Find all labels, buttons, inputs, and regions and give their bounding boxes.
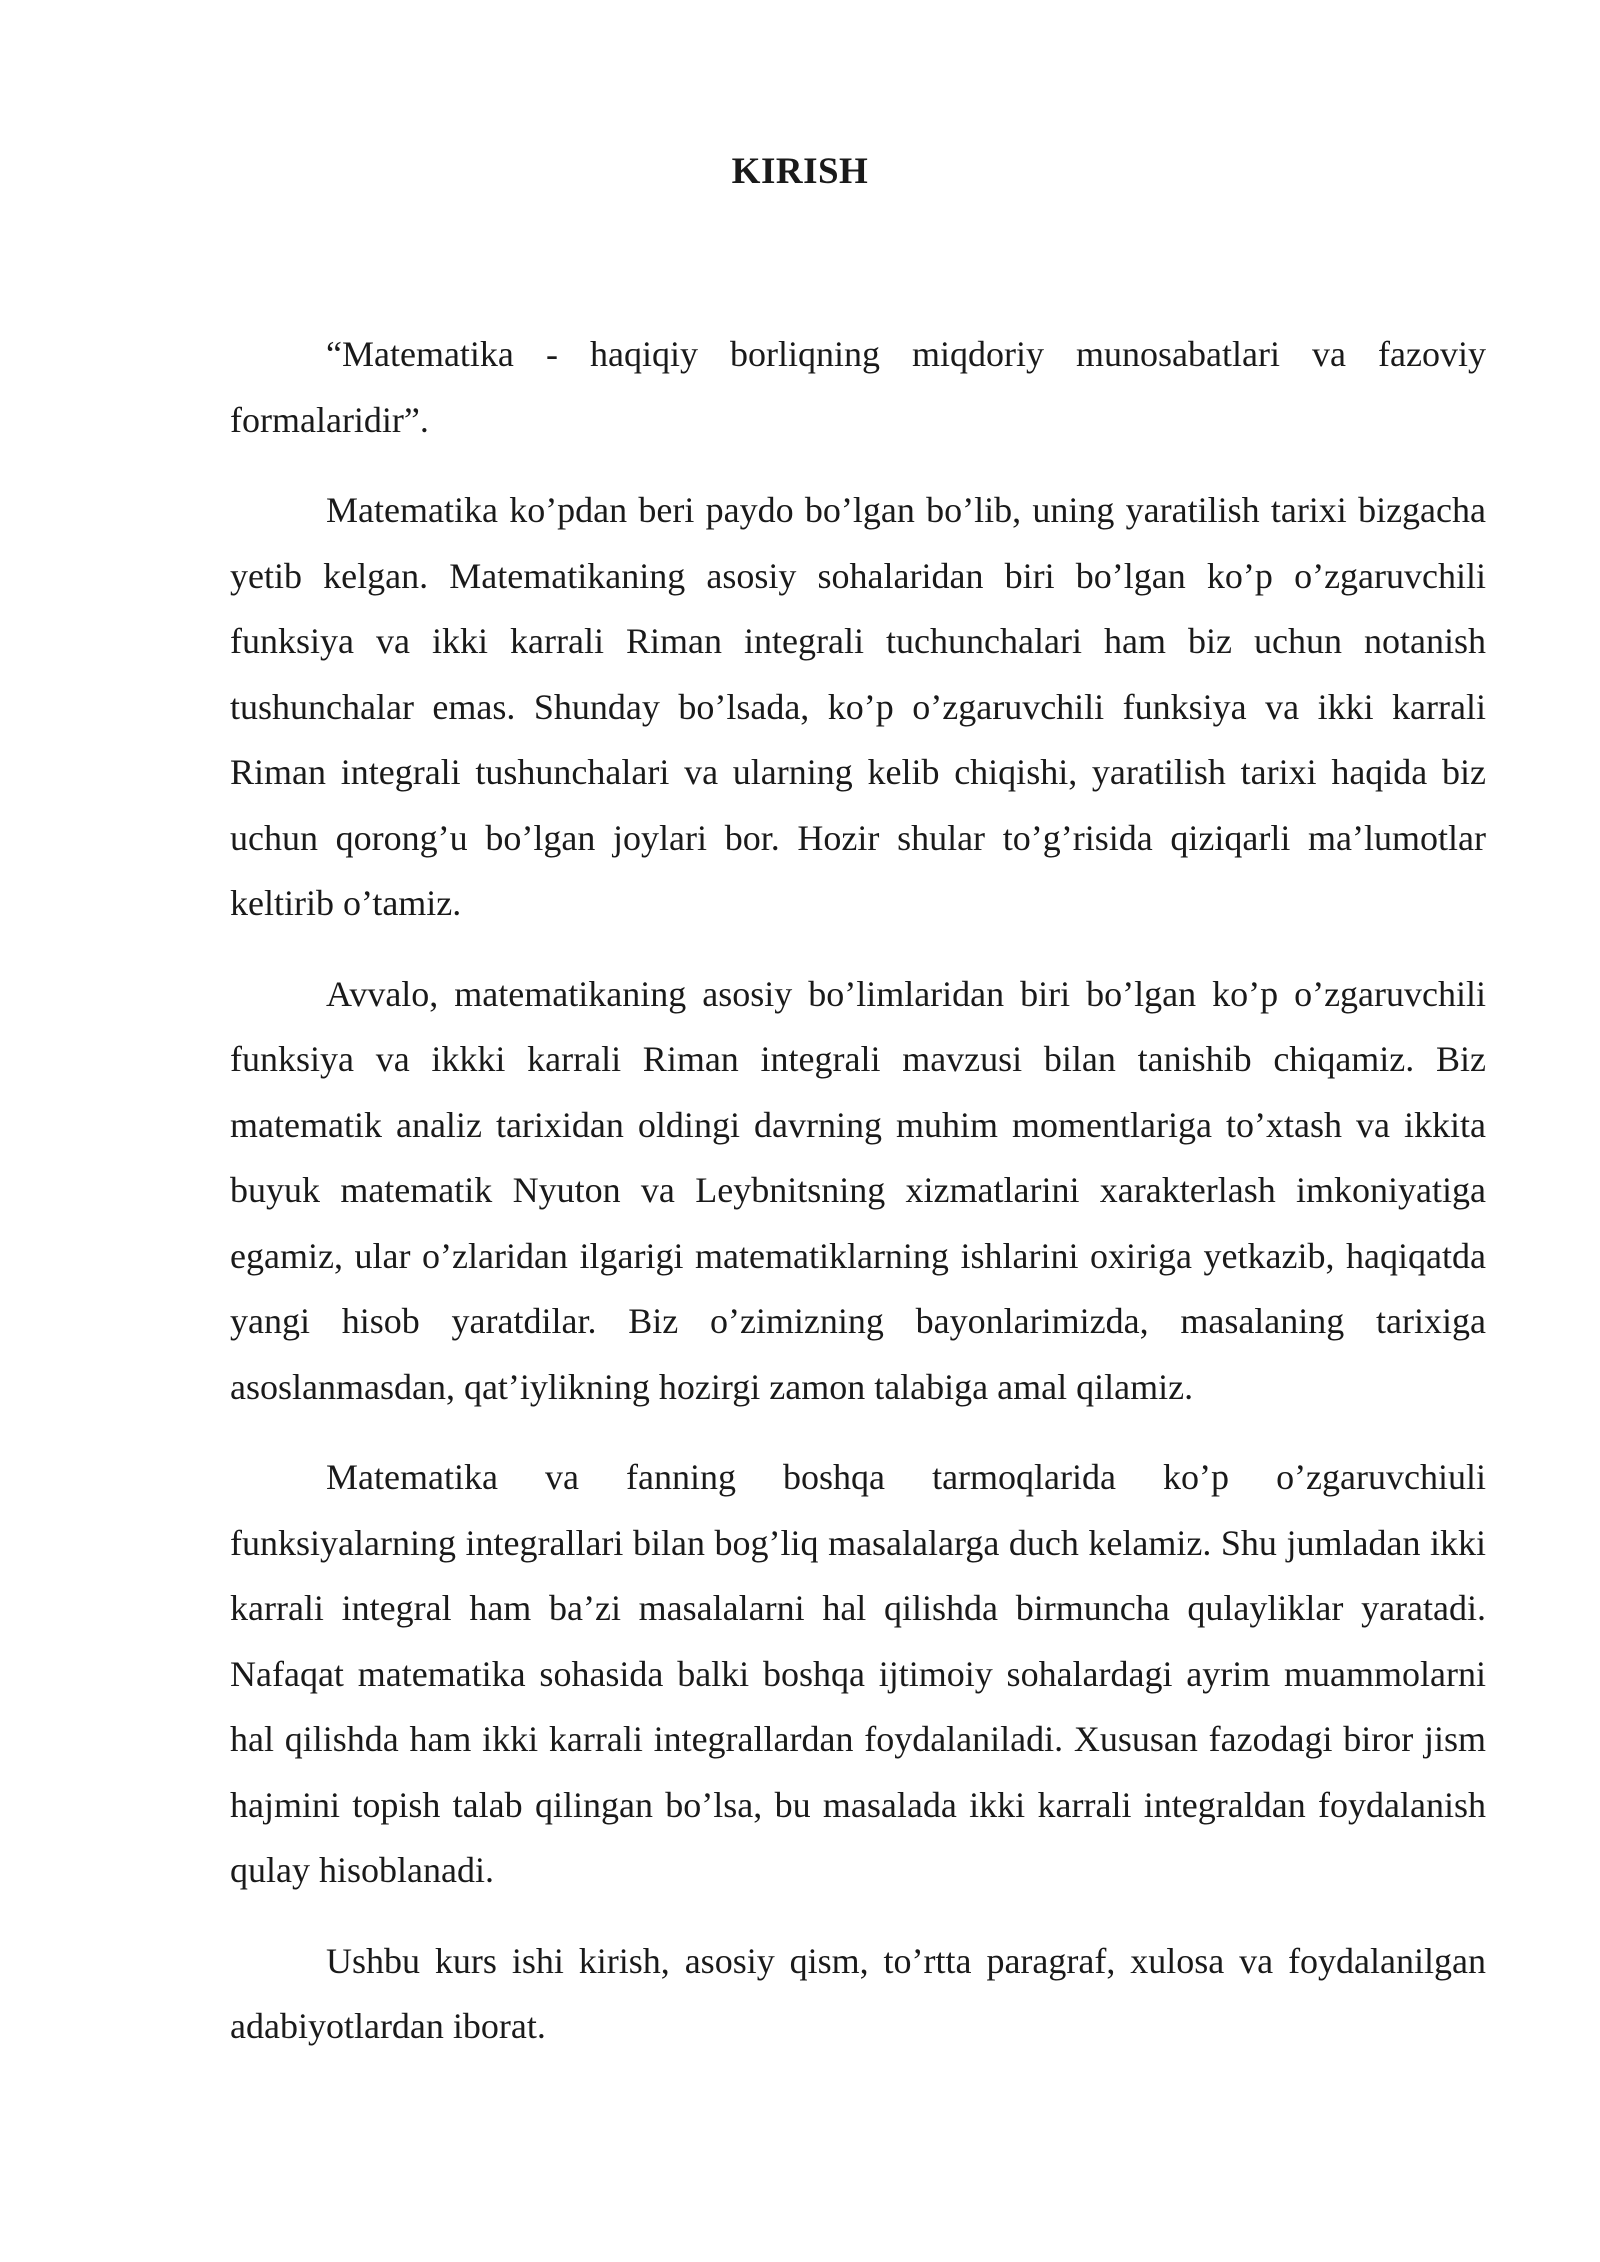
paragraph-overview: Avvalo, matematikaning asosiy bo’limlaridan biri bo’lgan ko’p o’zgaruvchili funksiya va ikkki karrali Riman integrali mavzusi bilan tanishib chiqamiz. Biz matematik analiz tarixidan oldingi davrning muhim momentlariga to’xtash va ikkita buyuk matematik Nyuton va Leybnitsning xizmatlarini xarakterlash imkoniyatiga egamiz, ular o’zlaridan ilgarigi matematiklarning ishlarini oxiriga yetkazib, haqiqatda yangi hisob yaratdilar. Biz o’zimizning bayonlarimizda, masalaning tarixiga asoslanmasdan, qat’iylikning hozirgi zamon talabiga amal qilamiz.: [230, 973, 1486, 1407]
page-title: KIRISH: [731, 151, 869, 192]
paragraph-applications: Matematika va fanning boshqa tarmoqlarida ko’p o’zgaruvchiuli funksiyalarning integrallari bilan bog’liq masalalarga duch kelamiz. Shu jumladan ikki karrali integral ham ba’zi masalalarni hal qilishda birmuncha qulayliklar yaratadi. Nafaqat matematika sohasida balki boshqa ijtimoiy sohalardagi ayrim muammolarni hal qilishda ham ikki karrali integrallardan foydalaniladi. Xususan fazodagi biror jism hajmini topish talab qilingan bo’lsa, bu masalada ikki karrali integraldan foydalanish qulay hisoblanadi.: [230, 1457, 1486, 1890]
paragraph-history: Matematika ko’pdan beri paydo bo’lgan bo’lib, uning yaratilish tarixi bizgacha yetib kelgan. Matematikaning asosiy sohalaridan biri bo’lgan ko’p o’zgaruvchili funksiya va ikki karrali Riman integrali tuchunchalari ham biz uchun notanish tushunchalar emas. Shunday bo’lsada, ko’p o’zgaruvchili funksiya va ikki karrali Riman integrali tushunchalari va ularning kelib chiqishi, yaratilish tarixi haqida biz uchun qorong’u bo’lgan joylari bor. Hozir shular to’g’risida qiziqarli ma’lumotlar keltirib o’tamiz.: [230, 490, 1486, 923]
body-text: [230, 322, 1486, 2085]
paragraph-epigraph: “Matematika - haqiqiy borliqning miqdoriy munosabatlari va fazoviy formalaridir”.: [230, 334, 1486, 440]
paragraph-structure: Ushbu kurs ishi kirish, asosiy qism, to’rtta paragraf, xulosa va foydalanilgan adabiyotlardan iborat.: [230, 1940, 1486, 2046]
